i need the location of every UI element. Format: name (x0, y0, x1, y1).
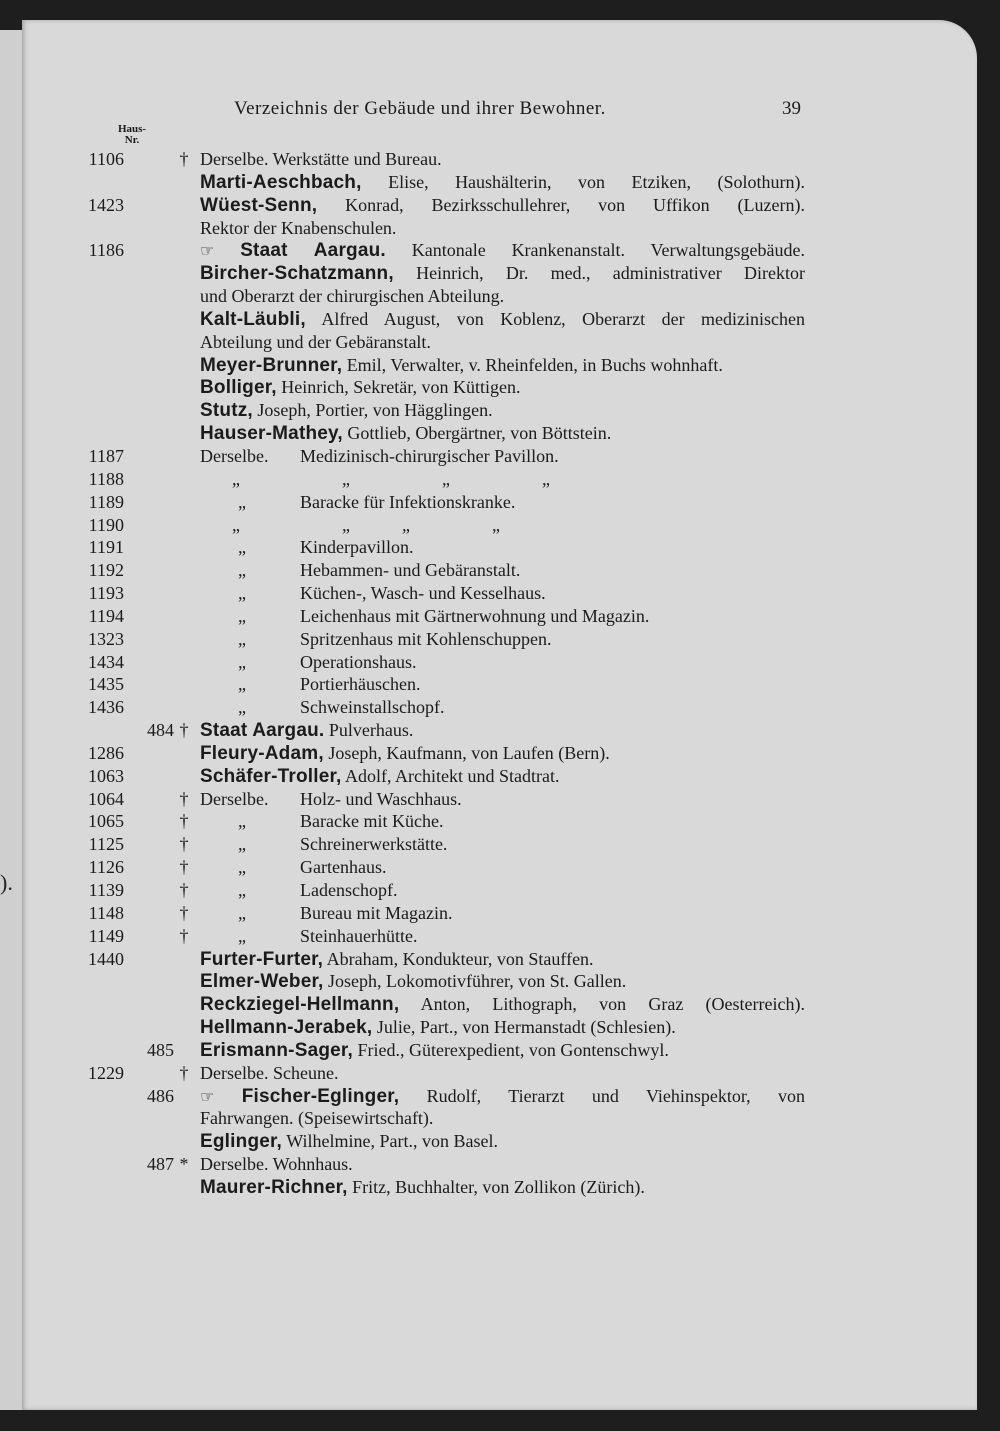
house-number: 1190 (88, 514, 124, 535)
pointing-hand-icon: ☞ (200, 241, 215, 261)
entry-row (22, 1039, 977, 1062)
entry-text: Konrad, Bezirksschullehrer, von Uffikon (Luzern). (317, 194, 805, 215)
entry-text: Joseph, Kaufmann, von Laufen (Bern). (323, 742, 610, 763)
entry-text: Rudolf, Tierarzt und Viehinspektor, von (399, 1085, 805, 1106)
resident-name: Fleury-Adam, (200, 742, 324, 764)
house-number: 1191 (88, 537, 124, 558)
ditto-mark: „ (238, 628, 246, 649)
resident-name: Wüest-Senn, (200, 194, 318, 216)
entry-row (22, 376, 977, 399)
entry-text: Derselbe. Werkstätte und Bureau. (200, 149, 442, 169)
cross-mark: † (179, 902, 189, 923)
house-number: 485 (147, 1039, 174, 1060)
resident-name: Stutz, (200, 400, 253, 422)
entry-line (200, 171, 805, 195)
entry-text: Joseph, Lokomotivführer, von St. Gallen. (323, 971, 627, 992)
ditto-mark: „ (342, 514, 350, 535)
entry-row (22, 788, 977, 811)
entry-text: Fried., Güterexpedient, von Gontenschwyl. (352, 1039, 669, 1060)
entry-row (22, 833, 977, 856)
entry-row (22, 810, 977, 833)
resident-name: Elmer-Weber, (200, 971, 324, 993)
house-number: 1064 (88, 788, 124, 809)
ditto-mark: „ (238, 583, 246, 604)
entry-text: Fahrwangen. (Speisewirtschaft). (200, 1108, 434, 1129)
house-number: 1106 (88, 149, 124, 169)
resident-name: Maurer-Richner, (200, 1176, 348, 1198)
entry-row (22, 514, 977, 537)
house-number: 1194 (88, 605, 124, 626)
ditto-mark: „ (232, 514, 240, 535)
house-number: 1188 (88, 468, 124, 489)
entry-text: Medizinisch-chirurgischer Pavillon. (300, 445, 559, 466)
resident-name: Fischer-Eglinger, (241, 1085, 400, 1107)
entry-row (22, 148, 977, 171)
ditto-mark: „ (238, 902, 246, 923)
entry-text: Derselbe. Wohnhaus. (200, 1154, 353, 1175)
book-spine-edge (0, 30, 24, 1410)
ditto-mark: „ (238, 697, 246, 718)
entry-text: Fritz, Buchhalter, von Zollikon (Zürich). (347, 1176, 645, 1197)
house-number: 1187 (88, 445, 124, 466)
entry-row (22, 673, 977, 696)
house-number: 1286 (88, 742, 124, 763)
entry-row (22, 856, 977, 879)
house-number: 1440 (88, 948, 124, 969)
resident-name: Hauser-Mathey, (200, 423, 343, 445)
resident-name: Marti-Aeschbach, (200, 171, 362, 193)
entry-text: Holz- und Waschhaus. (300, 788, 462, 809)
ditto-mark: „ (238, 560, 246, 581)
ditto-mark: „ (238, 674, 246, 695)
entry-lead: Derselbe. (200, 445, 269, 466)
entry-text: Gottlieb, Obergärtner, von Böttstein. (342, 423, 612, 444)
resident-name: Hellmann-Jerabek, (200, 1017, 373, 1039)
entry-row (22, 651, 977, 674)
entry-text: Pulverhaus. (324, 720, 414, 741)
entry-row (22, 696, 977, 719)
ditto-mark: „ (238, 857, 246, 878)
entry-text: Julie, Part., von Hermanstadt (Schlesien). (372, 1017, 676, 1038)
entry-row (22, 217, 977, 240)
entry-text: Gartenhaus. (300, 857, 387, 878)
ditto-mark: „ (542, 468, 550, 489)
entry-row (22, 1016, 977, 1039)
entry-line (200, 194, 805, 218)
house-number: 1436 (88, 697, 124, 718)
entry-text: Kinderpavillon. (300, 537, 414, 558)
resident-name: Kalt-Läubli, (200, 308, 306, 330)
entry-row (22, 239, 977, 262)
entry-row (22, 171, 977, 194)
entry-row (22, 1107, 977, 1130)
entry-row (22, 993, 977, 1016)
entry-text: Anton, Lithograph, von Graz (Oesterreich). (399, 994, 805, 1015)
entry-row (22, 308, 977, 331)
house-number: 1063 (88, 765, 124, 786)
resident-name: Eglinger, (200, 1131, 283, 1153)
ditto-mark: „ (492, 514, 500, 535)
entry-row (22, 1153, 977, 1176)
ditto-mark: „ (402, 514, 410, 535)
entry-row (22, 1062, 977, 1085)
entry-line (200, 1039, 669, 1063)
entry-line (200, 239, 805, 263)
house-number: 1323 (88, 628, 124, 649)
pointing-hand-icon: ☞ (200, 1086, 215, 1106)
cross-mark: † (179, 149, 189, 169)
entry-row (22, 1130, 977, 1153)
house-number: 1148 (88, 902, 124, 923)
entry-row (22, 970, 977, 993)
entry-row (22, 354, 977, 377)
entry-row (22, 582, 977, 605)
entry-row (22, 1176, 977, 1199)
entry-line (200, 262, 805, 286)
resident-name: Furter-Furter, (200, 948, 324, 970)
resident-name: Meyer-Brunner, (200, 354, 343, 376)
entry-text: Baracke mit Küche. (300, 811, 444, 832)
entry-line (200, 970, 626, 994)
entry-text: Derselbe. Scheune. (200, 1062, 339, 1083)
cross-mark: † (179, 857, 189, 878)
entry-text: Steinhauerhütte. (300, 925, 418, 946)
house-number: 1434 (88, 651, 124, 672)
resident-name: Erismann-Sager, (200, 1039, 353, 1061)
entry-row (22, 879, 977, 902)
entry-row (22, 194, 977, 217)
entry-row (22, 422, 977, 445)
entry-row (22, 902, 977, 925)
entry-text: Rektor der Knabenschulen. (200, 217, 397, 238)
cross-mark: † (179, 720, 189, 741)
cross-mark: † (179, 788, 189, 809)
ditto-mark: „ (238, 834, 246, 855)
entry-text: Elise, Haushälterin, von Etziken, (Solothurn). (361, 171, 805, 192)
house-number: 1192 (88, 560, 124, 581)
entry-text: und Oberarzt der chirurgischen Abteilung. (200, 286, 505, 307)
entry-text: Heinrich, Sekretär, von Küttigen. (276, 377, 521, 398)
book-page (22, 20, 977, 1410)
entry-row (22, 1085, 977, 1108)
entry-row (22, 262, 977, 285)
house-number: 1189 (88, 491, 124, 512)
entry-line (200, 1176, 645, 1200)
cross-mark: † (179, 834, 189, 855)
house-number: 1126 (88, 857, 124, 878)
entry-lead: Derselbe. (200, 788, 269, 809)
spine-text-fragment: ). (0, 870, 13, 895)
entry-line (200, 1016, 676, 1040)
entry-row (22, 536, 977, 559)
entry-line (200, 765, 560, 789)
entry-row (22, 445, 977, 468)
house-number: 1186 (88, 240, 124, 261)
entry-row (22, 925, 977, 948)
house-number: 1065 (88, 811, 124, 832)
cross-mark: † (179, 811, 189, 832)
owner-name: Staat Aargau. (200, 720, 325, 742)
resident-name: Bolliger, (200, 377, 277, 399)
entry-text: Kantonale Krankenanstalt. Verwaltungsgebäude. (385, 240, 805, 261)
entry-text: Heinrich, Dr. med., administrativer Direktor (393, 263, 805, 284)
column-heading-line-1: Haus- (117, 123, 147, 135)
entry-text: Portierhäuschen. (300, 674, 421, 695)
house-number: 484 (147, 720, 174, 741)
entry-row (22, 742, 977, 765)
entry-text: Ladenschopf. (300, 880, 398, 900)
entry-row (22, 628, 977, 651)
resident-name: Reckziegel-Hellmann, (200, 994, 400, 1016)
entry-line (200, 948, 594, 972)
entry-text: Bureau mit Magazin. (300, 902, 453, 923)
entry-text: Hebammen- und Gebäranstalt. (300, 560, 521, 581)
entry-text: Baracke für Infektionskranke. (300, 491, 516, 512)
page-number: 39 (782, 98, 801, 119)
entry-row (22, 559, 977, 582)
cross-mark: † (179, 880, 189, 900)
entry-line (200, 742, 610, 766)
ditto-mark: „ (442, 468, 450, 489)
resident-name: Schäfer-Troller, (200, 765, 342, 787)
column-heading (112, 124, 152, 146)
entry-list (22, 148, 977, 1199)
entry-row (22, 948, 977, 971)
entry-text: Abteilung und der Gebäranstalt. (200, 331, 431, 352)
house-number: 1229 (88, 1062, 124, 1083)
entry-line (200, 719, 413, 743)
entry-text: Joseph, Portier, von Hägglingen. (252, 400, 493, 421)
asterisk-mark: * (179, 1154, 189, 1175)
house-number: 1423 (88, 194, 124, 215)
entry-text: Adolf, Architekt und Stadtrat. (341, 765, 560, 786)
column-heading-line-2: Nr. (124, 134, 140, 146)
entry-text: Leichenhaus mit Gärtnerwohnung und Magazin. (300, 605, 650, 626)
entry-row (22, 719, 977, 742)
entry-text: Alfred August, von Koblenz, Oberarzt der medizinischen (305, 308, 805, 329)
entry-text: Küchen-, Wasch- und Kesselhaus. (300, 583, 546, 604)
entry-row (22, 491, 977, 514)
entry-line (200, 399, 493, 423)
entry-line (200, 308, 805, 332)
running-title: Verzeichnis der Gebäude und ihrer Bewohner. (234, 98, 606, 119)
entry-line (200, 354, 723, 378)
entry-text: Operationshaus. (300, 651, 417, 672)
entry-line (200, 376, 520, 400)
entry-row (22, 331, 977, 354)
house-number: 1149 (88, 925, 124, 946)
entry-text: Emil, Verwalter, v. Rheinfelden, in Buchs wohnhaft. (342, 354, 723, 375)
entry-row (22, 468, 977, 491)
entry-line (200, 993, 805, 1017)
ditto-mark: „ (238, 651, 246, 672)
ditto-mark: „ (342, 468, 350, 489)
ditto-mark: „ (238, 925, 246, 946)
cross-mark: † (179, 1062, 189, 1083)
entry-line (200, 1130, 498, 1154)
ditto-mark: „ (238, 811, 246, 832)
owner-name: Staat Aargau. (240, 240, 386, 262)
house-number: 1125 (88, 834, 124, 855)
entry-row (22, 285, 977, 308)
house-number: 1193 (88, 583, 124, 604)
ditto-mark: „ (232, 468, 240, 489)
entry-text: Spritzenhaus mit Kohlenschuppen. (300, 628, 552, 649)
ditto-mark: „ (238, 537, 246, 558)
entry-text: Wilhelmine, Part., von Basel. (282, 1131, 498, 1152)
entry-row (22, 765, 977, 788)
house-number: 1435 (88, 674, 124, 695)
entry-row (22, 399, 977, 422)
entry-text: Abraham, Kondukteur, von Stauffen. (323, 948, 594, 969)
entry-line (200, 1085, 805, 1109)
entry-text: Schweinstallschopf. (300, 697, 445, 718)
ditto-mark: „ (238, 880, 246, 900)
house-number: 1139 (88, 880, 124, 900)
entry-line (200, 422, 611, 446)
cross-mark: † (179, 925, 189, 946)
ditto-mark: „ (238, 605, 246, 626)
entry-row (22, 605, 977, 628)
entry-text: Schreinerwerkstätte. (300, 834, 448, 855)
house-number: 486 (147, 1085, 174, 1106)
house-number: 487 (147, 1154, 174, 1175)
resident-name: Bircher-Schatzmann, (200, 263, 394, 285)
ditto-mark: „ (238, 491, 246, 512)
